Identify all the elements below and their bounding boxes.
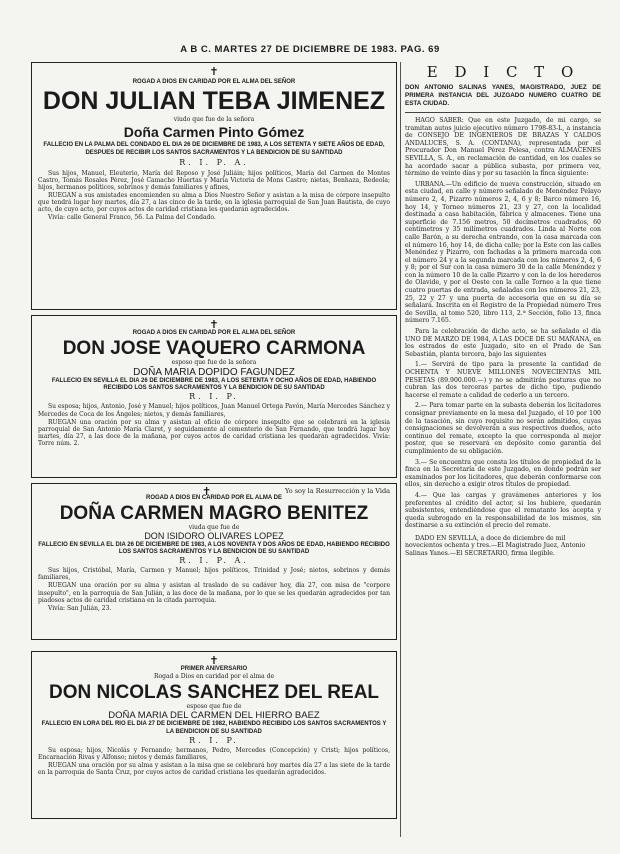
edicto-title: E D I C T O — [426, 63, 580, 81]
edicto-condition: 4.— Que las cargas y gravámenes anteriores y los preferentes al crédito del actor, si los hubiere, quedarán subsistentes, entendiéndose que el rematante los acepta y queda subrogado en la responsabilidad de los mismos, sin destinarse a su extinción el precio del remate. — [405, 491, 601, 530]
spouse-label: esposo que fue de la señora — [171, 359, 257, 366]
family-text: Su esposa; hijos, Antonio, José y Manuel; hijos políticos, Juan Manuel Ortega Pavón, María Mercedes Sánchez y Mercedes de Coca de los Ángeles; nietos, y demás familiares, — [38, 403, 390, 418]
family-text: Sus hijos, Manuel, Eleuterio, María del Reposo y José Juliáin; hijos políticos, María del Carmen de Montes Castro, Tomás Rosales Pérez, José Camacho Huertas y María Victoria de Mons Castro; nietas, Benhaza, Redeola; hijos, hermanos políticos, sobrinos y demás familiares y afines, — [38, 169, 390, 191]
edicto-property: URBANA.—Un edificio de nueva construcción, situado en esta ciudad, en calle y número señalado de Menéndez Pelayo número 2, 4, Pizarro números 2, 4, 6 y 8; Barco número 16, hoy 14, y Torneo números 21, 23 y 27, con la localidad destinada a casa habitación, fábrica y almacenes. Tiene una superficie de 7.156 metros, 50 decímetros cuadrados, 60 centímetros y 35 milímetros cuadrados. Linda al Norte con calle Barón, a su derecha entrando, con la casa marcada con el número 16, hoy 14, de dicha calle; por la Este con las calles Menéndez y Pizarro, con fachadas a la primera marcada con el número 24 y a la segunda marcada con los números 2, 4, 6 y 8; por el Sur con la casa número 30 de la calle Menéndez y con la número 10 de la calle Pizarro y con la de los herederos de Olavide, y por el Oeste con la calle Torneo a la que tiene cuatro puertas de entrada, señaladas con los números 21, 23, 25, 22 y 27 y una puerta de accesoria que en su día se señalará. Inscrita en el Registro de la Propiedad número Tres de Sevilla, al tomo 520, libro 113, 2.ª Sección, folio 13, finca número 7.165. — [405, 180, 601, 325]
obituary-julian-teba — [31, 62, 397, 310]
obituary-carmen-magro — [31, 483, 397, 640]
spouse-name: DOÑA MARIA DOPIDO FAGUNDEZ — [133, 367, 295, 378]
edicto-condition: 1.— Servirá de tipo para la presente la cantidad de OCHENTA Y NUEVE MILLONES NOVECIENTAS MIL PESETAS (89.900.000.—) y no se admitirán posturas que no cubran las dos terceras partes de dicho tipo, pudiendo hacerse el remate a calidad de cederlo a un tercero. — [405, 361, 601, 399]
address-text: Vivía: San Julián, 23. — [48, 604, 112, 612]
address-text: Vivía: calle General Franco, 56. La Palma del Condado. — [48, 214, 216, 222]
spouse-label: viudo que fue de la señora — [173, 116, 255, 123]
deceased-name: DON NICOLAS SANCHEZ DEL REAL — [48, 682, 380, 703]
cross-icon: ✝ — [209, 654, 219, 667]
spouse-label: esposo que fue de — [186, 703, 242, 710]
edicto-condition: 3.— Se encuentra que consta los títulos de propiedad de la finca en la Secretaría de este Juzgado, en donde podrán ser examinados por los licitadores, que deberán conformarse con ellos, sin derecho a exigir otros títulos de propiedad. — [405, 458, 601, 489]
notice-intro: Rogad a Dios en caridad por el alma de — [154, 673, 274, 680]
spouse-label: viuda que fue de — [188, 524, 240, 531]
cross-icon: ✝ — [209, 65, 219, 78]
rip-text: R. I. P. A. — [179, 556, 249, 566]
spouse-name: Doña Carmen Pinto Gómez — [123, 124, 305, 140]
edicto-column — [405, 62, 601, 832]
request-text: RUEGAN una oración por su alma y asistan al oficio de córpore insepulto que se celebrará en la iglesia parroquial de San Antonio María Claret, y seguidamente al cementerio de San Fernando, que tendrá lugar hoy martes, día 27, a las doce de la mañana, por cuyos actos de caridad cristiana les quedarán agradecidos. Vivía: Torre núm. 2. — [38, 418, 390, 447]
notice-intro: ROGAD A DIOS EN CARIDAD POR EL ALMA DE — [145, 495, 282, 501]
cross-icon: ✝ — [202, 485, 212, 498]
rip-text: R. I. P. A. — [179, 157, 249, 167]
rip-text: R. I. P. — [189, 392, 239, 402]
edicto-heading: DON ANTONIO SALINAS YANES, MAGISTRADO, JUEZ DE PRIMERA INSTANCIA DEL JUZGADO NUMERO CUATRO DE ESTA CIUDAD. — [405, 84, 601, 107]
cross-icon: ✝ — [209, 318, 219, 331]
deceased-name: DON JOSE VAQUERO CARMONA — [62, 338, 366, 359]
family-text: Su esposa; hijos, Nicolás y Fernando; hermanos, Pedro, Mercedes (Concepción) y Cristi; hijos políticos, Encarnación Rivas y Alfonso; nietos y demás familiares, — [38, 746, 390, 761]
request-text: RUEGAN una oración por su alma y asistan a la misa que se celebrará hoy martes día 27 a las siete de la tarde en la parroquia de Santa Cruz, por cuyos actos de caridad cristiana les quedarán agradecidos. — [38, 762, 390, 777]
divider — [405, 112, 601, 113]
request-text: RUEGAN una oración por su alma y asistan al traslado de su cadáver hoy, día 27, con misa de "corpore insepulto", en la parroquia de San Julián, a las doce de la mañana, por lo que se les quedarán agradecidos por tan piadosos actos de caridad cristiana en la citada parroquia. — [38, 582, 390, 604]
edicto-paragraph: Para la celebración de dicho acto, se ha señalado el día UNO DE MARZO DE 1984, A LAS DOCE DE SU MAÑANA, en los estrados de este Juzgado, sito en el Prado de San Sebastián, planta tercera, bajo las siguientes — [405, 328, 601, 358]
page-header: A B C. MARTES 27 DE DICIEMBRE DE 1983. PAG. 69 — [180, 44, 440, 55]
anniversary-label: PRIMER ANIVERSARIO — [180, 666, 248, 672]
scripture-quote: Yo soy la Resurrección y la Vida — [284, 487, 390, 495]
edicto-paragraph: HAGO SABER: Que en este Juzgado, de mi cargo, se tramitan autos juicio ejecutivo número 1798-83-L, a instancia de CONSEJO DE INGENIEROS DE BRAZAS Y CALDOS ANDALUCES, S. A. (CONTANA), representada por el Procurador Don Manuel Pérez Pelesa, contra ALMACENES SEVILLA, S. A., en reclamación de cantidad, en los cuales se ha acordado sacar a pública subasta, por primera vez, término de veinte días y por su tasación la finca siguiente: — [405, 117, 601, 178]
notice-intro: ROGAD A DIOS EN CARIDAD POR EL ALMA DEL SEÑOR — [132, 79, 296, 85]
death-details: FALLECIO EN SEVILLA EL DIA 26 DE DICIEMBRE DE 1983, A LOS NOVENTA Y DOS AÑOS DE EDAD, HABIENDO RECIBIDO LOS SANTOS SACRAMENTOS Y LA BENDICION DE SU SANTIDAD — [38, 541, 390, 556]
deceased-name: DOÑA CARMEN MAGRO BENITEZ — [59, 503, 369, 524]
edicto-signature: DADO EN SEVILLA, a doce de diciembre de mil novecientos ochenta y tres.—El Magistrado Juez, Antonio Salinas Yanes.—El SECRETARIO, firma ilegible. — [405, 534, 586, 558]
deceased-name: DON JULIAN TEBA JIMENEZ — [42, 87, 386, 115]
edicto-condition: 2.— Para tomar parte en la subasta deberán los licitadores consignar previamente en la mesa del Juzgado, el 10 por 100 de la tasación, sin cuyo requisito no serán admitidos, cuyas consignaciones se devolverán a sus respectivos dueños, acto continuo del remate, excepto la que corresponda al mejor postor, que se reservará en depósito como garantía del cumplimiento de su obligación. — [405, 402, 601, 455]
obituary-nicolas-sanchez — [31, 651, 397, 819]
spouse-name: DON ISIDORO OLIVARES LOPEZ — [144, 531, 284, 541]
spouse-name: DOÑA MARIA DEL CARMEN DEL HIERRO BAEZ — [108, 710, 320, 721]
death-details: FALLECIO EN SEVILLA EL DIA 26 DE DICIEMBRE DE 1983, A LOS SETENTA Y OCHO AÑOS DE EDAD, HABIENDO RECIBIDO LOS SANTOS SACRAMENTOS Y LA BENDICION DE SU SANTIDAD — [51, 378, 377, 392]
obituary-jose-vaquero — [31, 315, 397, 478]
request-text: RUEGAN a sus amistades encomienden su alma a Dios Nuestro Señor y asistan a la misa de córpore insepulto que tendrá lugar hoy martes, día 27, a las cinco de la tarde, en la iglesia parroquial de San Juan Bautista, de cuyo acto, de cuyo acto, por cuyos actos de caridad cristiana les quedarán agradecidos. — [38, 192, 390, 214]
family-text: Sus hijos, Cristóbal, María, Carmen y Manuel; hijos políticos, Trinidad y José; nietos, sobrinos y demás familiares, — [38, 567, 390, 582]
death-details: FALLECIO EN LA PALMA DEL CONDADO EL DIA 26 DE DICIEMBRE DE 1983, A LOS SETENTA Y SIETE AÑOS DE EDAD, DESPUES DE RECIBIR LOS SANTOS SACRAMENTOS Y LA BENDICION DE SU SANTIDAD — [43, 142, 385, 156]
rip-text: R. I. P. — [189, 735, 239, 745]
notice-intro: ROGAD A DIOS EN CARIDAD POR EL ALMA DEL SEÑOR — [132, 330, 296, 336]
column-divider — [400, 62, 401, 837]
death-details: FALLECIO EN LORA DEL RIO EL DIA 27 DE DICIEMBRE DE 1982, HABIENDO RECIBIDO LOS SANTOS SACRAMENTOS Y LA BENDICION DE SU SANTIDAD — [41, 721, 387, 735]
